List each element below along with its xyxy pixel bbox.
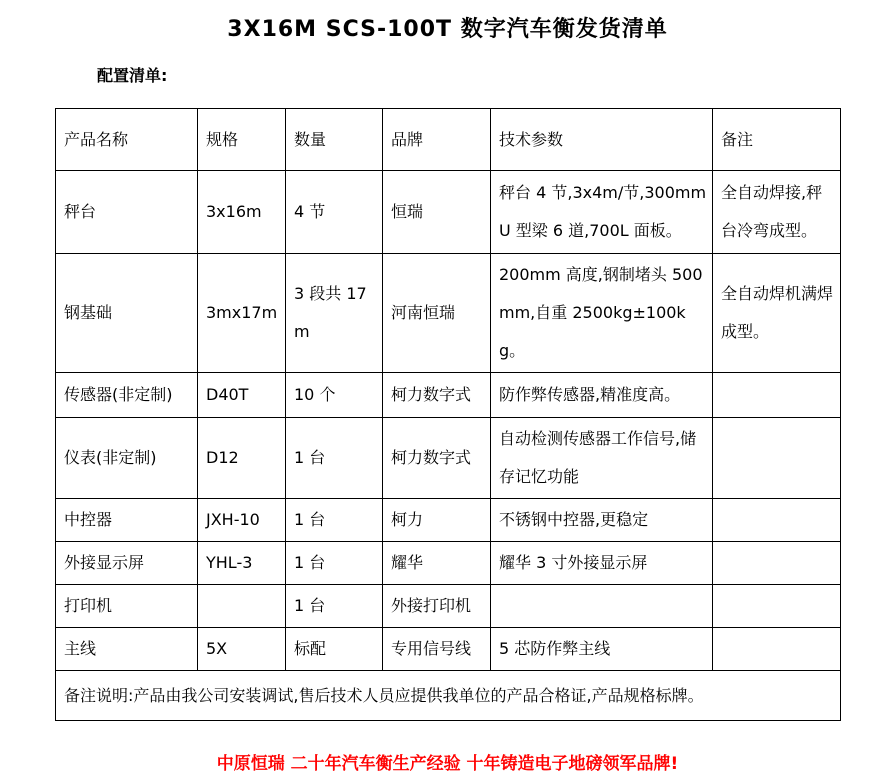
cell-tech-params: 200mm 高度,钢制堵头 500mm,自重 2500kg±100kg。 xyxy=(491,254,713,373)
cell-tech-params: 5 芯防作弊主线 xyxy=(491,628,713,671)
table-row-junction-controller xyxy=(56,499,841,542)
cell-remarks: 全自动焊接,秤台冷弯成型。 xyxy=(713,171,841,254)
table-remark-row xyxy=(56,671,841,721)
cell-remarks: 全自动焊机满焊成型。 xyxy=(713,254,841,373)
table-row-weighbridge-platform xyxy=(56,171,841,254)
table-row-steel-foundation xyxy=(56,254,841,373)
cell-product-name: 钢基础 xyxy=(56,254,198,373)
cell-brand: 外接打印机 xyxy=(383,585,491,628)
cell-spec: YHL-3 xyxy=(198,542,286,585)
table-row-load-cell xyxy=(56,373,841,418)
table-header-row xyxy=(56,109,841,171)
cell-quantity: 1 台 xyxy=(286,499,383,542)
column-header-quantity: 数量 xyxy=(286,109,383,171)
cell-product-name: 主线 xyxy=(56,628,198,671)
cell-spec: D12 xyxy=(198,418,286,499)
cell-tech-params: 防作弊传感器,精准度高。 xyxy=(491,373,713,418)
cell-tech-params xyxy=(491,585,713,628)
column-header-brand: 品牌 xyxy=(383,109,491,171)
cell-brand: 柯力数字式 xyxy=(383,373,491,418)
cell-spec: D40T xyxy=(198,373,286,418)
cell-brand: 柯力 xyxy=(383,499,491,542)
remark-text: 备注说明:产品由我公司安装调试,售后技术人员应提供我单位的产品合格证,产品规格标牌。 xyxy=(56,671,841,721)
column-header-remarks: 备注 xyxy=(713,109,841,171)
column-header-tech-params: 技术参数 xyxy=(491,109,713,171)
cell-tech-params: 耀华 3 寸外接显示屏 xyxy=(491,542,713,585)
cell-spec: 3mx17m xyxy=(198,254,286,373)
document-title: 3X16M SCS-100T 数字汽车衡发货清单 xyxy=(227,17,668,42)
cell-quantity: 1 台 xyxy=(286,542,383,585)
table-row-indicator xyxy=(56,418,841,499)
cell-quantity: 1 台 xyxy=(286,585,383,628)
cell-brand: 耀华 xyxy=(383,542,491,585)
cell-tech-params: 不锈钢中控器,更稳定 xyxy=(491,499,713,542)
cell-product-name: 打印机 xyxy=(56,585,198,628)
shipping-list-table xyxy=(55,108,841,721)
table-row-printer xyxy=(56,585,841,628)
column-header-product-name: 产品名称 xyxy=(56,109,198,171)
cell-spec: JXH-10 xyxy=(198,499,286,542)
cell-remarks xyxy=(713,585,841,628)
cell-tech-params: 秤台 4 节,3x4m/节,300mmU 型梁 6 道,700L 面板。 xyxy=(491,171,713,254)
cell-product-name: 中控器 xyxy=(56,499,198,542)
cell-quantity: 10 个 xyxy=(286,373,383,418)
column-header-spec: 规格 xyxy=(198,109,286,171)
config-list-label: 配置清单: xyxy=(97,66,168,85)
cell-remarks xyxy=(713,499,841,542)
cell-brand: 柯力数字式 xyxy=(383,418,491,499)
cell-product-name: 传感器(非定制) xyxy=(56,373,198,418)
cell-spec xyxy=(198,585,286,628)
cell-remarks xyxy=(713,373,841,418)
brand-slogan: 中原恒瑞 二十年汽车衡生产经验 十年铸造电子地磅领军品牌! xyxy=(216,754,679,774)
table-row-main-cable xyxy=(56,628,841,671)
cell-remarks xyxy=(713,418,841,499)
cell-spec: 3x16m xyxy=(198,171,286,254)
cell-brand: 恒瑞 xyxy=(383,171,491,254)
cell-quantity: 4 节 xyxy=(286,171,383,254)
cell-quantity: 标配 xyxy=(286,628,383,671)
cell-product-name: 外接显示屏 xyxy=(56,542,198,585)
cell-product-name: 仪表(非定制) xyxy=(56,418,198,499)
cell-remarks xyxy=(713,628,841,671)
cell-remarks xyxy=(713,542,841,585)
cell-tech-params: 自动检测传感器工作信号,储存记忆功能 xyxy=(491,418,713,499)
cell-quantity: 3 段共 17m xyxy=(286,254,383,373)
cell-brand: 专用信号线 xyxy=(383,628,491,671)
table-row-external-display xyxy=(56,542,841,585)
cell-spec: 5X xyxy=(198,628,286,671)
cell-product-name: 秤台 xyxy=(56,171,198,254)
cell-quantity: 1 台 xyxy=(286,418,383,499)
cell-brand: 河南恒瑞 xyxy=(383,254,491,373)
